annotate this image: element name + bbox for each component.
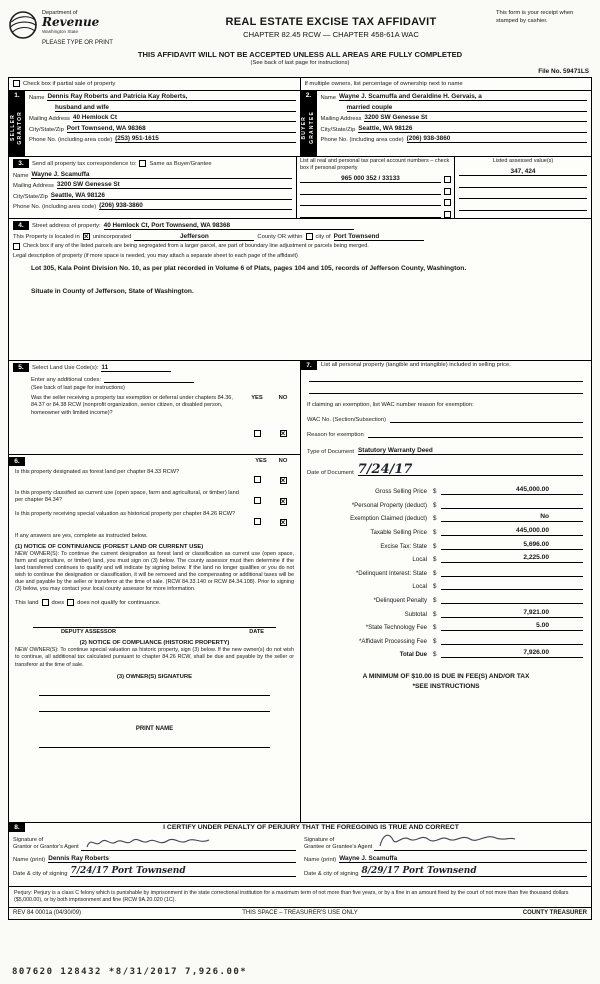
legal-description-text: Lot 305, Kala Point Division No. 10, as per plat recorded in Volume 6 of Plats, pages 104 and 105, records of Jefferson County, Washington.	[31, 264, 467, 272]
unincorporated-checkbox[interactable]: ×	[83, 232, 89, 242]
partial-sale-checkbox[interactable]	[13, 80, 20, 87]
section-3	[9, 157, 591, 219]
buyer-city-label: City/State/Zip	[320, 126, 356, 133]
money-row: *Delinquent Interest: State $	[307, 568, 583, 577]
money-row: *Personal Property (deduct) $	[307, 500, 583, 509]
assessed-value-4	[459, 203, 587, 211]
dollar-sign: $	[433, 637, 437, 645]
send-correspondence-label: Send all property tax correspondence to:	[32, 160, 137, 167]
see-back-note: (See back of last page for instructions)	[250, 59, 350, 66]
seller-name-value: Dennis Ray Roberts and Patricia Kay Roberts,	[47, 93, 295, 101]
same-as-buyer-checkbox[interactable]	[139, 160, 146, 167]
corr-mailing-label: Mailing Address	[13, 183, 54, 190]
money-row: Exemption Claimed (deduct) $ No	[307, 513, 583, 522]
corr-city-value: Seattle, WA 98126	[51, 192, 292, 200]
owners-signature-title: (3) OWNER(S) SIGNATURE	[116, 673, 193, 680]
street-address-value: 40 Hemlock Ct, Port Townsend, WA 98368	[104, 222, 354, 230]
state-technology-fee-value: 5.00	[441, 622, 583, 631]
street-address-label: Street address of property:	[32, 222, 101, 229]
does-qualify-checkbox[interactable]	[42, 599, 49, 606]
seller-section	[9, 91, 300, 156]
header	[8, 10, 592, 46]
grantee-signature-label-2: Grantee or Grantee's Agent	[304, 843, 373, 850]
situate-text: Situate in County of Jefferson, State of Washington.	[31, 288, 194, 296]
personal-property-line-1	[309, 381, 583, 382]
located-in-label: This Property is located in	[13, 233, 80, 240]
grantor-signature-line[interactable]	[81, 833, 296, 851]
revenue-logo-icon	[8, 10, 38, 46]
taxable-selling-price-value: 445,000.00	[441, 527, 583, 536]
corr-name-value: Wayne J. Scamuffa	[31, 171, 292, 179]
money-row: Total Due $ 7,926.00	[307, 649, 583, 658]
file-number: File No. 59471LS	[538, 67, 589, 75]
money-row: *State Technology Fee $ 5.00	[307, 622, 583, 631]
buyer-city-value: Seattle, WA 98126	[358, 125, 587, 133]
notice-compliance-title: (2) NOTICE OF COMPLIANCE (HISTORIC PROPERTY)	[79, 640, 230, 647]
dollar-sign: $	[433, 624, 437, 632]
excise-tax-state-value: 5,696.00	[441, 541, 583, 550]
grantee-signing-block	[300, 832, 591, 886]
delinquent-penalty-value	[441, 595, 583, 604]
assessed-value-3	[459, 191, 587, 199]
seller-phone-value: (253) 951-1615	[115, 135, 295, 143]
dollar-sign: $	[433, 583, 437, 591]
section-4	[9, 219, 591, 361]
type-of-document-value: Statutory Warranty Deed	[358, 447, 583, 455]
subtotal-value: 7,921.00	[441, 609, 583, 618]
deputy-assessor-label: DEPUTY ASSESSOR	[61, 629, 117, 636]
see-instructions-note: *SEE INSTRUCTIONS	[412, 683, 480, 691]
dollar-sign: $	[433, 597, 437, 605]
grantor-date-city-label: Date & city of signing	[13, 870, 68, 877]
wac-number-value	[390, 415, 583, 423]
seller-city-value: Port Townsend, WA 98368	[67, 125, 296, 133]
form-title: REAL ESTATE EXCISE TAX AFFIDAVIT	[225, 16, 437, 28]
grantor-name-print-value: Dennis Ray Roberts	[48, 855, 296, 863]
certify-statement: I CERTIFY UNDER PENALTY OF PERJURY THAT THE FOREGOING IS TRUE AND CORRECT	[163, 823, 459, 831]
grantee-signature-label-1: Signature of	[304, 836, 335, 843]
perjury-notice: Perjury: Perjury is a class C felony which is punishable by imprisonment in the state correctional institution for a maximum term of not more than five years, or by a fine in an amount fixed by the court of not more than five thousand dollars ($5,000.00), or by both imprisonment and fine (RCW 9A.20.020 (1C).	[9, 887, 591, 908]
date-of-document-value: 7/24/17	[358, 464, 583, 477]
assessed-values-block	[455, 157, 591, 218]
section-4-number: 4.	[13, 221, 29, 230]
seller-name-label: Name	[29, 95, 45, 102]
affidavit-form	[8, 77, 592, 920]
personal-property-label: List all personal property (tangible and intangible) included in selling price.	[321, 361, 511, 368]
excise-tax-local-value: 2,225.00	[441, 554, 583, 563]
section-1-number: 1.	[9, 91, 25, 100]
no-header: NO	[278, 394, 288, 401]
dollar-sign: $	[433, 542, 437, 550]
grantee-name-print-value: Wayne J. Scamuffa	[339, 855, 587, 863]
money-row: Subtotal $ 7,921.00	[307, 609, 583, 618]
reason-exemption-label: Reason for exemption	[307, 431, 364, 438]
dollar-sign: $	[433, 529, 437, 537]
section-7-number: 7.	[301, 361, 317, 370]
county-treasurer-label: COUNTY TREASURER	[522, 910, 587, 917]
date-of-document-label: Date of Document	[307, 470, 354, 477]
form-chapter: CHAPTER 82.45 RCW — CHAPTER 458-61A WAC	[243, 30, 419, 39]
parcel-header: List all real and personal tax parcel account numbers – check box if personal property	[300, 157, 450, 171]
buyer-phone-value: (206) 938-3860	[407, 135, 587, 143]
exemption-no-checkbox[interactable]: ×	[280, 428, 286, 438]
grantor-signature-label-2: Grantor or Grantor's Agent	[13, 843, 79, 850]
owner-signature-line-1	[39, 695, 270, 696]
exemption-wac-note: If claiming an exemption, list WAC number reason for exemption:	[307, 401, 474, 408]
parcel-number-4	[300, 210, 441, 218]
money-row: Gross Selling Price $ 445,000.00	[307, 486, 583, 495]
dollar-sign: $	[433, 501, 437, 509]
grantee-date-city-value: 8/29/17 Port Townsend	[361, 866, 587, 877]
section-6-number: 6.	[9, 457, 25, 466]
deputy-date-label: DATE	[249, 629, 264, 636]
segregated-label: Check box if any of the listed parcels are being segregated from a larger parcel, are part of boundary line adjustment or parcels being merged.	[23, 243, 369, 250]
does-label: does	[51, 599, 65, 606]
forest-no-checkbox[interactable]: ×	[280, 475, 286, 485]
corr-mailing-value: 3200 SW Genesse St	[57, 181, 292, 189]
seller-mailing-label: Mailing Address	[29, 116, 70, 123]
county-value: Jefferson	[134, 233, 254, 241]
section-8	[9, 823, 591, 887]
additional-codes-label: Enter any additional codes:	[31, 376, 101, 383]
historic-question: Is this property receiving special valuation as historical property per chapter 84.26 RCW?	[15, 510, 236, 517]
same-as-buyer-label: Same as Buyer/Grantee	[149, 160, 212, 167]
assessed-header: Listed assessed value(s)	[492, 157, 554, 164]
corr-phone-value: (206) 938-3860	[99, 202, 292, 210]
logo-dept-text: Department of	[42, 10, 78, 16]
assessed-value-1: 347, 424	[459, 168, 587, 176]
logo-revenue-text: Revenue	[42, 15, 100, 29]
no-header: NO	[278, 458, 288, 465]
seller-grantor-tab: SELLER GRANTOR	[9, 100, 24, 156]
personal-property-deduct-value	[441, 500, 583, 509]
logo-state-text: Washington State	[42, 28, 79, 34]
seller-name-value-2: husband and wife	[55, 104, 296, 112]
does-not-qualify-checkbox[interactable]	[67, 599, 74, 606]
grantor-signature-image	[85, 832, 215, 852]
if-any-yes-note: If any answers are yes, complete as instructed below.	[15, 532, 148, 539]
corr-name-label: Name	[13, 172, 29, 179]
money-row: Excise Tax: State $ 5,696.00	[307, 541, 583, 550]
dollar-sign: $	[433, 556, 437, 564]
assessed-value-2	[459, 180, 587, 188]
buyer-section	[300, 91, 592, 156]
print-name-label: PRINT NAME	[135, 725, 174, 732]
receipt-note: This form is your receipt when stamped by cashier.	[496, 10, 574, 24]
deputy-assessor-signature-line	[33, 620, 276, 628]
section-6	[9, 455, 300, 822]
section-3-number: 3.	[13, 159, 29, 168]
personal-property-checkbox-4[interactable]	[444, 211, 451, 218]
does-not-label: does not qualify for continuance.	[77, 599, 161, 606]
buyer-phone-label: Phone No. (including area code)	[320, 137, 404, 144]
revenue-logo	[8, 10, 166, 46]
current-use-yes-checkbox[interactable]	[254, 497, 261, 504]
exemption-claimed-value: No	[441, 513, 583, 522]
notice-continuance-title: (1) NOTICE OF CONTINUANCE (FOREST LAND OR CURRENT USE)	[15, 543, 204, 550]
segregated-checkbox[interactable]	[13, 243, 20, 250]
grantee-signature-image	[378, 830, 518, 852]
delinquent-interest-state-value	[441, 568, 583, 577]
money-row: *Affidavit Processing Fee $	[307, 636, 583, 645]
money-row: *Delinquent Penalty $	[307, 595, 583, 604]
city-checkbox[interactable]	[306, 233, 313, 240]
owner-signature-line-2	[39, 711, 270, 712]
grantee-signature-line[interactable]	[374, 833, 587, 851]
current-use-no-checkbox[interactable]: ×	[280, 496, 286, 506]
unincorporated-label: unincorporated	[92, 233, 132, 240]
money-row: Taxable Selling Price $ 445,000.00	[307, 527, 583, 536]
personal-property-checkbox-1[interactable]	[444, 176, 451, 183]
type-of-document-label: Type of Document	[307, 448, 355, 455]
dollar-sign: $	[433, 651, 437, 659]
grantor-name-print-label: Name (print)	[13, 856, 46, 863]
parcel-number-1: 965 000 352 / 33133	[300, 175, 441, 183]
grantee-date-city-label: Date & city of signing	[304, 870, 359, 877]
parcel-number-2	[300, 187, 441, 195]
dollar-sign: $	[433, 515, 437, 523]
forest-yes-checkbox[interactable]	[254, 476, 261, 483]
section-2-number: 2.	[301, 91, 317, 100]
buyer-mailing-label: Mailing Address	[320, 116, 362, 123]
reason-exemption-value	[368, 430, 583, 438]
minimum-fee-note: A MINIMUM OF $10.00 IS DUE IN FEE(S) AND/OR TAX	[362, 673, 530, 681]
section-5	[9, 361, 300, 455]
treasurer-space-label: THIS SPACE – TREASURER'S USE ONLY	[242, 910, 358, 917]
parcel-number-3	[300, 198, 441, 206]
buyer-name-label: Name	[320, 95, 336, 102]
seller-mailing-value: 40 Hemlock Ct	[73, 114, 296, 122]
tax-correspondence-block	[9, 157, 297, 218]
seller-phone-label: Phone No. (including area code)	[29, 137, 113, 144]
dollar-sign: $	[433, 569, 437, 577]
grantor-signature-label-1: Signature of	[13, 836, 44, 843]
historic-yes-checkbox[interactable]	[254, 518, 261, 525]
form-revision: REV 84 0001a (04/30/09)	[13, 910, 82, 917]
yes-header: YES	[255, 458, 267, 465]
personal-property-checkbox-3[interactable]	[444, 199, 451, 206]
legal-description-label: Legal description of property (if more space is needed, you may attach a separate sheet to each page of the affidavit)	[13, 252, 298, 259]
exemption-question: Was the seller receiving a property tax exemption or deferral under chapters 84.36, 84.37 or 84.38 RCW (nonprofit organization, senior citizen, or disabled person, homeowner with limited income)?	[31, 394, 233, 416]
top-note-row	[9, 78, 591, 91]
parties-row	[9, 91, 591, 157]
section5-see-back: (See back of last page for instructions)	[31, 384, 125, 391]
footer-row	[9, 908, 591, 919]
dollar-sign: $	[433, 610, 437, 618]
section-5-number: 5.	[13, 363, 29, 372]
money-row: Local $	[307, 581, 583, 590]
notice-compliance-body: NEW OWNER(S): To continue special valuation as historic property, sign (3) below. If the new owner(s) do not wish to continue, all additional tax calculated pursuant to chapter 84.26 RCW, shall be due and payable by the seller or transferor at the time of sale.	[15, 647, 294, 668]
exemption-yes-checkbox[interactable]	[254, 430, 261, 437]
this-land-label: This land	[15, 599, 39, 606]
buyer-name-value: Wayne J. Scamuffa and Geraldine H. Gervais, a	[339, 93, 587, 101]
land-use-label: Select Land Use Code(s):	[32, 364, 99, 371]
notice-continuance-body: NEW OWNER(S): To continue the current designation as forest land or classification as current use (open space, farm and agriculture, or timber) land, you must sign on (3) below. The county assessor must then determine if the land transferred continues to qualify and will indicate by signing below. If the land no longer qualifies or you do not wish to continue the designation or classification, it will be removed and the compensating or additional taxes will be due and payable by the seller or transferor at the time of sale. (RCW 84.33.140 or RCW 84.34.108). Prior to signing (3) below, you may contact your local county assessor for more information.	[15, 550, 294, 593]
corr-city-label: City/State/Zip	[13, 193, 48, 200]
section-8-number: 8.	[9, 823, 25, 832]
partial-sale-label: Check box if partial sale of property	[23, 80, 116, 87]
grantee-name-print-label: Name (print)	[304, 856, 337, 863]
form-warning: THIS AFFIDAVIT WILL NOT BE ACCEPTED UNLESS ALL AREAS ARE FULLY COMPLETED	[137, 49, 463, 59]
wac-number-label: WAC No. (Section/Subsection)	[307, 416, 387, 423]
delinquent-interest-local-value	[441, 581, 583, 590]
main-columns	[9, 361, 591, 823]
grantor-date-city-value: 7/24/17 Port Townsend	[70, 866, 296, 877]
grantor-signing-block	[9, 832, 300, 886]
historic-no-checkbox[interactable]: ×	[280, 517, 286, 527]
yes-header: YES	[251, 394, 263, 401]
seller-city-label: City/State/Zip	[29, 126, 64, 133]
city-of-label: city of	[315, 233, 331, 240]
money-row: Local $ 2,225.00	[307, 554, 583, 563]
buyer-mailing-value: 3200 SW Genesse St	[364, 114, 587, 122]
buyer-grantee-tab: BUYER GRANTEE	[301, 100, 316, 156]
dollar-sign: $	[433, 488, 437, 496]
multiple-owners-note: If multiple owners, list percentage of ownership next to name	[304, 80, 463, 87]
buyer-name-value-2: married couple	[347, 104, 588, 112]
land-use-code-value: 11	[101, 364, 171, 372]
corr-phone-label: Phone No. (including area code)	[13, 204, 97, 211]
city-name-value: Port Townsend	[334, 233, 424, 241]
additional-codes-value	[104, 375, 194, 383]
total-due-value: 7,926.00	[441, 649, 583, 658]
personal-property-checkbox-2[interactable]	[444, 188, 451, 195]
county-or-label: County OR within	[257, 233, 303, 240]
affidavit-processing-fee-value	[441, 636, 583, 645]
parcel-numbers-block	[297, 157, 455, 218]
forest-land-question: Is this property designated as forest land per chapter 84.33 RCW?	[15, 468, 180, 475]
section-7	[301, 361, 591, 822]
gross-selling-price-value: 445,000.00	[441, 486, 583, 495]
owner-print-line-1	[39, 747, 270, 748]
recording-stamp: 807620 128432 *8/31/2017 7,926.00*	[12, 967, 248, 977]
current-use-question: Is this property classified as current use (open space, farm and agricultural, or timber) land per chapter 84.34?	[15, 489, 239, 503]
please-type-note: PLEASE TYPE OR PRINT	[42, 39, 113, 46]
